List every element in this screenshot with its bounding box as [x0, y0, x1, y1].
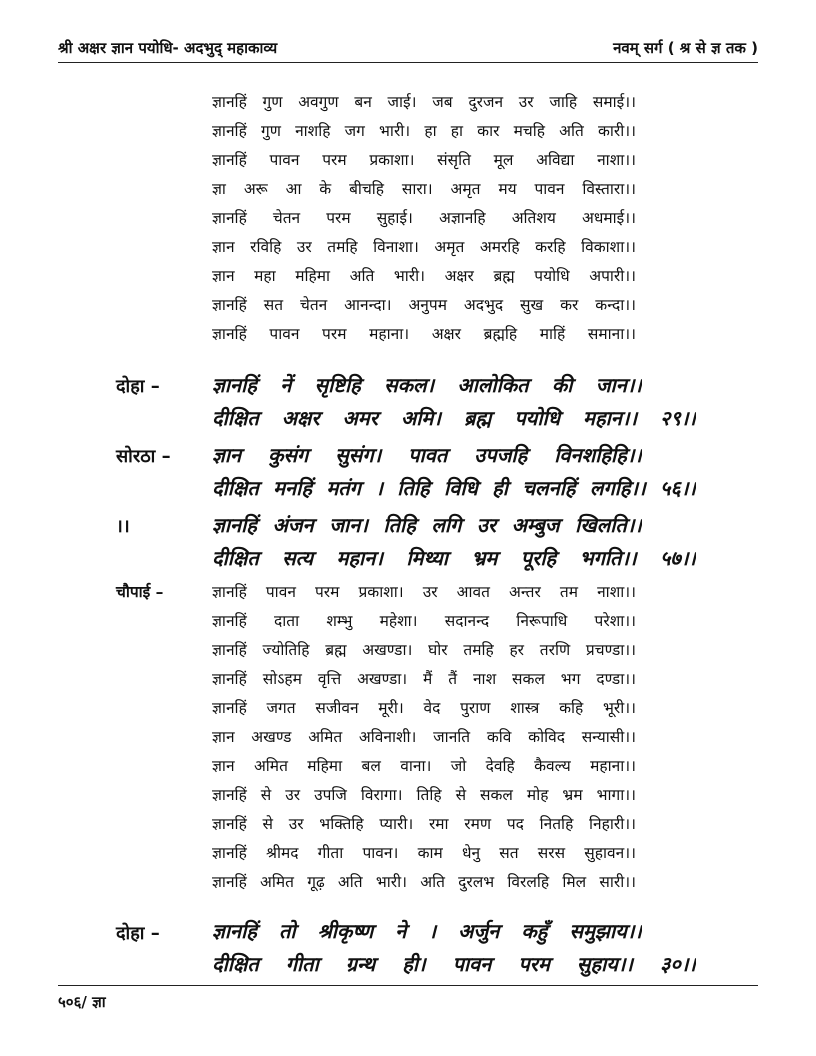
- verse-line: ज्ञानहिं पावन परम प्रकाशा। संसृति मूल अविद्या नाशा।।: [212, 151, 636, 169]
- verse-line: ज्ञानहिं जगत सजीवन मूरी। वेद पुराण शास्त्र कहि भूरी।।: [212, 699, 636, 717]
- verse-line: ज्ञान महा महिमा अति भारी। अक्षर ब्रह्म पयोधि अपारी।।: [212, 267, 636, 285]
- sortha-line: दीक्षित मनहिं मतंग । तिहि विधि ही चलनहिं लगहि।। ५६।।: [212, 476, 696, 500]
- verse-line: ज्ञानहिं सत चेतन आनन्दा। अनुपम अदभुद सुख कर कन्दा।।: [212, 296, 636, 314]
- book-title: श्री अक्षर ज्ञान पयोधि- अदभुद् महाकाव्य: [58, 39, 278, 57]
- verse-line: ज्ञानहिं चेतन परम सुहाई। अज्ञानहि अतिशय अधमाई।।: [212, 209, 636, 227]
- sortha-line: दीक्षित सत्य महान। मिथ्या भ्रम पूरहि भगति।। ५७।।: [212, 546, 696, 570]
- doha-label: दोहा –: [116, 923, 160, 944]
- page-number: ५०६/ ज्ञा: [58, 993, 106, 1011]
- doha-label: दोहा –: [116, 376, 160, 397]
- sortha-label: ।।: [116, 516, 130, 537]
- doha-line: दीक्षित गीता ग्रन्थ ही। पावन परम सुहाय।। ३०।।: [212, 952, 696, 976]
- header-rule: [58, 62, 758, 63]
- doha-line: दीक्षित अक्षर अमर अमि। ब्रह्म पयोधि महान।। २९।।: [212, 406, 696, 430]
- verse-line: ज्ञान अखण्ड अमित अविनाशी। जानति कवि कोविद सन्यासी।।: [212, 728, 636, 746]
- footer-rule: [58, 985, 758, 986]
- verse-line: ज्ञानहिं पावन परम प्रकाशा। उर आवत अन्तर तम नाशा।।: [212, 583, 636, 601]
- verse-line: ज्ञानहिं से उर उपजि विरागा। तिहि से सकल मोह भ्रम भागा।।: [212, 786, 636, 804]
- doha-line: ज्ञानहिं नें सृष्टिहि सकल। आलोकित की जान।।: [212, 373, 642, 397]
- verse-line: ज्ञा अरू आ के बीचहि सारा। अमृत मय पावन विस्तारा।।: [212, 180, 636, 198]
- chaupai-label: चौपाई –: [116, 583, 164, 601]
- verse-line: ज्ञान अमित महिमा बल वाना। जो देवहि कैवल्य महाना।।: [212, 757, 636, 775]
- chapter-title: नवम् सर्ग ( श्र से ज्ञ तक ): [613, 39, 758, 57]
- doha-line: ज्ञानहिं तो श्रीकृष्ण ने । अर्जुन कहुँ समुझाय।।: [212, 919, 642, 943]
- verse-line: ज्ञान रविहि उर तमहि विनाशा। अमृत अमरहि करहि विकाशा।।: [212, 238, 636, 256]
- verse-line: ज्ञानहिं श्रीमद गीता पावन। काम धेनु सत सरस सुहावन।।: [212, 844, 636, 862]
- verses-top: [212, 88, 636, 349]
- verse-line: ज्ञानहिं अमित गूढ़ अति भारी। अति दुरलभ विरलहि मिल सारी।।: [212, 873, 636, 891]
- verse-line: ज्ञानहिं पावन परम महाना। अक्षर ब्रह्महि माहिं समाना।।: [212, 325, 636, 343]
- verse-line: ज्ञानहिं गुण नाशहि जग भारी। हा हा कार मचहि अति कारी।।: [212, 122, 636, 140]
- sortha-line: ज्ञान कुसंग सुसंग। पावत उपजहि विनशहिहि।।: [212, 443, 642, 467]
- verse-line: ज्ञानहिं सोऽहम वृत्ति अखण्डा। मैं तैं नाश सकल भग दण्डा।।: [212, 670, 636, 688]
- verse-line: ज्ञानहिं से उर भक्तिहि प्यारी। रमा रमण पद नितहि निहारी।।: [212, 815, 636, 833]
- page-header: [58, 38, 758, 62]
- chaupai-verses: [212, 578, 636, 897]
- sortha-label: सोरठा –: [116, 446, 171, 467]
- verse-line: ज्ञानहिं गुण अवगुण बन जाई। जब दुरजन उर जाहि समाई।।: [212, 93, 636, 111]
- sortha-line: ज्ञानहिं अंजन जान। तिहि लगि उर अम्बुज खिलति।।: [212, 513, 642, 537]
- verse-line: ज्ञानहिं दाता शम्भु महेशा। सदानन्द निरूपाधि परेशा।।: [212, 612, 636, 630]
- verse-line: ज्ञानहिं ज्योतिहि ब्रह्म अखण्डा। घोर तमहि हर तरणि प्रचण्डा।।: [212, 641, 636, 659]
